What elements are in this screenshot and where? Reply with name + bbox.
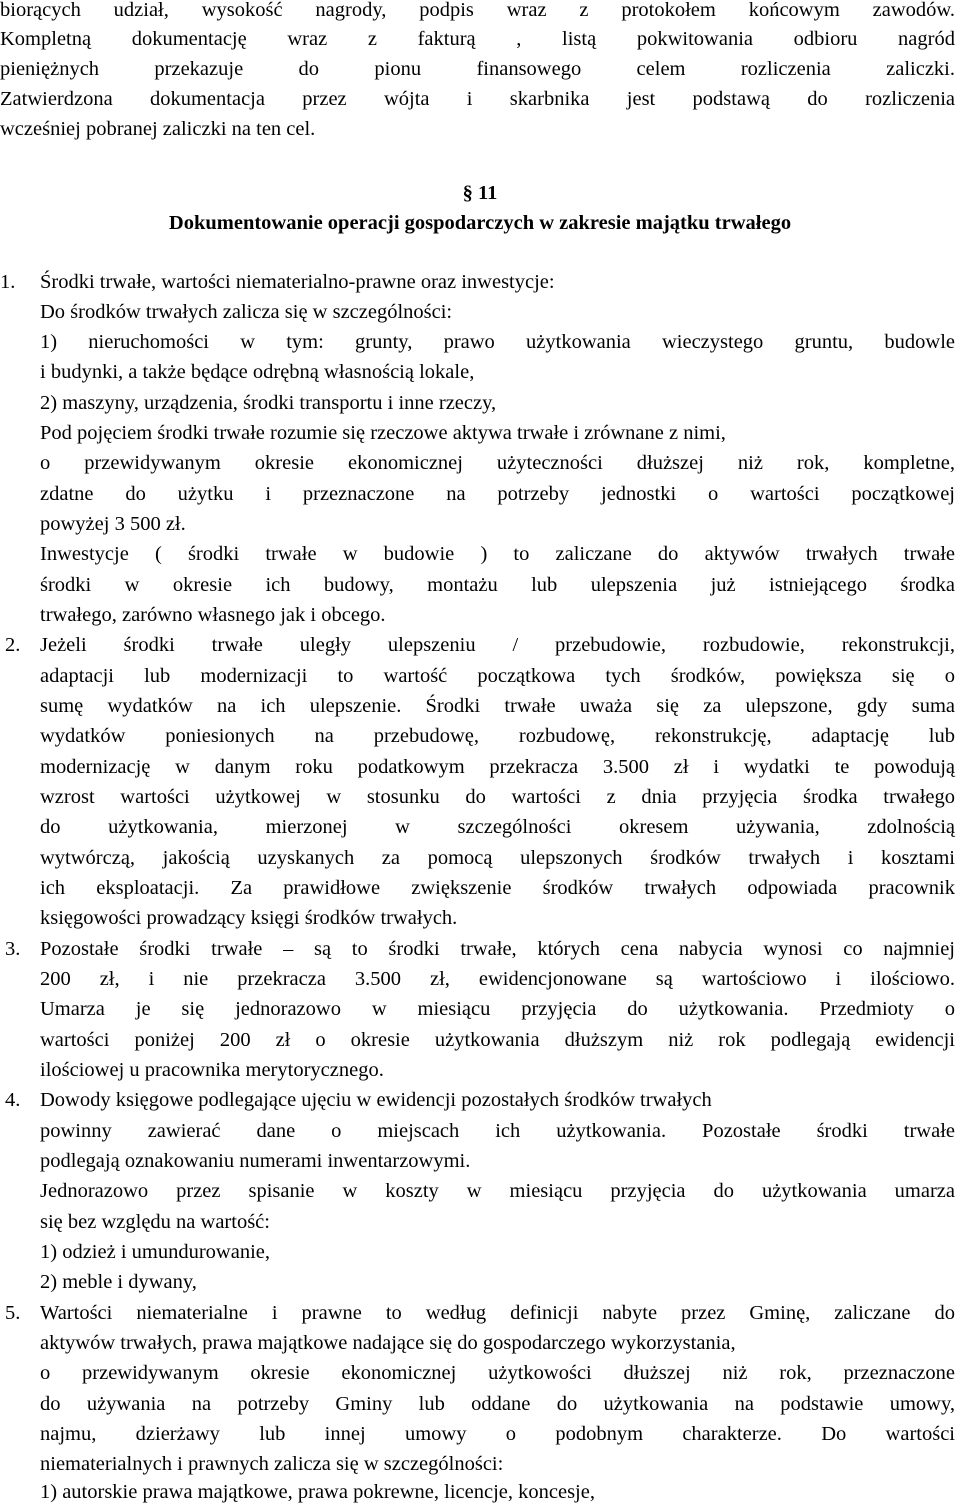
item-line: powyżej 3 500 zł. bbox=[40, 513, 186, 535]
section-number: § 11 bbox=[462, 182, 498, 204]
item-line: 200 zł, i nie przekracza 3.500 zł, ewidencjonowane są wartościowo i ilościowo. bbox=[40, 968, 955, 990]
item-line: niematerialnych i prawnych zalicza się w szczególności: bbox=[40, 1453, 504, 1475]
item-line: Do środków trwałych zalicza się w szczególności: bbox=[40, 301, 453, 323]
item-line: wytwórczą, jakością uzyskanych za pomocą ulepszonych środków trwałych i kosztami bbox=[40, 847, 955, 869]
item-line: księgowości prowadzący księgi środków trwałych. bbox=[40, 907, 458, 929]
item-number: 1. bbox=[0, 271, 16, 293]
item-line: aktywów trwałych, prawa majątkowe nadające się do gospodarczego wykorzystania, bbox=[40, 1332, 736, 1354]
item-number: 3. bbox=[5, 938, 21, 960]
item-line: Pozostałe środki trwałe – są to środki trwałe, których cena nabycia wynosi co najmniej bbox=[40, 938, 955, 960]
item-line: najmu, dzierżawy lub innej umowy o podobnym charakterze. Do wartości bbox=[40, 1423, 955, 1445]
item-line: Inwestycje ( środki trwałe w budowie ) to zaliczane do aktywów trwałych trwałe bbox=[40, 543, 955, 565]
item-line: Jednorazowo przez spisanie w koszty w miesiącu przyjęcia do użytkowania umarza bbox=[40, 1180, 955, 1202]
item-number: 4. bbox=[5, 1089, 21, 1111]
item-line: Jeżeli środki trwałe uległy ulepszeniu / przebudowie, rozbudowie, rekonstrukcji, bbox=[40, 634, 955, 656]
intro-line: biorących udział, wysokość nagrody, podpis wraz z protokołem końcowym zawodów. bbox=[0, 0, 955, 21]
item-line: podlegają oznakowaniu numerami inwentarzowymi. bbox=[40, 1150, 471, 1172]
item-line: 1) odzież i umundurowanie, bbox=[40, 1241, 270, 1263]
item-line: ilościowej u pracownika merytorycznego. bbox=[40, 1059, 384, 1081]
item-line: 1) autorskie prawa majątkowe, prawa pokrewne, licencje, koncesje, bbox=[40, 1481, 595, 1503]
item-line: Wartości niematerialne i prawne to według definicji nabyte przez Gminę, zaliczane do bbox=[40, 1302, 955, 1324]
item-line: się bez względu na wartość: bbox=[40, 1211, 270, 1233]
item-line: zdatne do użytku i przeznaczone na potrzeby jednostki o wartości początkowej bbox=[40, 483, 955, 505]
item-line: 2) maszyny, urządzenia, środki transportu i inne rzeczy, bbox=[40, 392, 497, 414]
item-line: wydatków poniesionych na przebudowę, rozbudowę, rekonstrukcję, adaptację lub bbox=[40, 725, 955, 747]
item-line: środki w okresie ich budowy, montażu lub ulepszenia już istniejącego środka bbox=[40, 574, 955, 596]
item-line: o przewidywanym okresie ekonomicznej użyteczności dłuższej niż rok, kompletne, bbox=[40, 452, 955, 474]
item-line: o przewidywanym okresie ekonomicznej użytkowości dłuższej niż rok, przeznaczone bbox=[40, 1362, 955, 1384]
item-number: 2. bbox=[5, 634, 21, 656]
item-line: i budynki, a także będące odrębną własnością lokale, bbox=[40, 361, 475, 383]
item-line: adaptacji lub modernizacji to wartość początkowa tych środków, powiększa się o bbox=[40, 665, 955, 687]
item-line: do używania na potrzeby Gminy lub oddane do użytkowania na podstawie umowy, bbox=[40, 1393, 955, 1415]
item-line: powinny zawierać dane o miejscach ich użytkowania. Pozostałe środki trwałe bbox=[40, 1120, 955, 1142]
item-line: Umarza je się jednorazowo w miesiącu przyjęcia do użytkowania. Przedmioty o bbox=[40, 998, 955, 1020]
item-line: wartości poniżej 200 zł o okresie użytkowania dłuższym niż rok podlegają ewidencji bbox=[40, 1029, 955, 1051]
item-line: Środki trwałe, wartości niematerialno-prawne oraz inwestycje: bbox=[40, 271, 555, 293]
intro-line: Zatwierdzona dokumentacja przez wójta i skarbnika jest podstawą do rozliczenia bbox=[0, 88, 955, 110]
item-line: sumę wydatków na ich ulepszenie. Środki trwałe uważa się za ulepszone, gdy suma bbox=[40, 695, 955, 717]
item-number: 5. bbox=[5, 1302, 21, 1324]
item-line: do użytkowania, mierzonej w szczególności okresem używania, zdolnością bbox=[40, 816, 955, 838]
item-line: ich eksploatacji. Za prawidłowe zwiększenie środków trwałych odpowiada pracownik bbox=[40, 877, 955, 899]
item-line: 1) nieruchomości w tym: grunty, prawo użytkowania wieczystego gruntu, budowle bbox=[40, 331, 955, 353]
item-line: modernizację w danym roku podatkowym przekracza 3.500 zł i wydatki te powodują bbox=[40, 756, 955, 778]
item-line: Dowody księgowe podlegające ujęciu w ewidencji pozostałych środków trwałych bbox=[40, 1089, 712, 1111]
item-line: trwałego, zarówno własnego jak i obcego. bbox=[40, 604, 386, 626]
section-title: Dokumentowanie operacji gospodarczych w zakresie majątku trwałego bbox=[168, 212, 792, 234]
intro-line: wcześniej pobranej zaliczki na ten cel. bbox=[0, 118, 316, 140]
item-line: 2) meble i dywany, bbox=[40, 1271, 197, 1293]
item-line: wzrost wartości użytkowej w stosunku do wartości z dnia przyjęcia środka trwałego bbox=[40, 786, 955, 808]
intro-line: pieniężnych przekazuje do pionu finansowego celem rozliczenia zaliczki. bbox=[0, 58, 955, 80]
intro-line: Kompletną dokumentację wraz z fakturą , listą pokwitowania odbioru nagród bbox=[0, 28, 955, 50]
item-line: Pod pojęciem środki trwałe rozumie się rzeczowe aktywa trwałe i zrównane z nimi, bbox=[40, 422, 726, 444]
